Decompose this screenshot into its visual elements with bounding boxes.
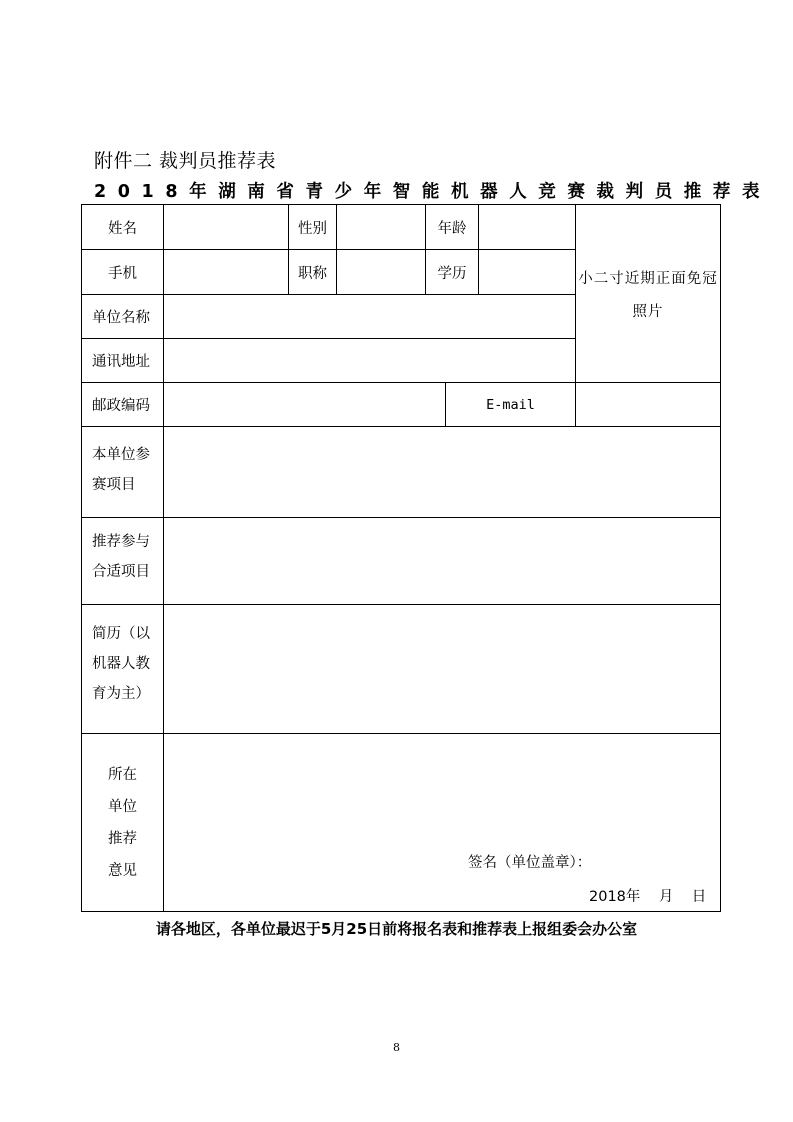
resume-field[interactable] (164, 605, 720, 733)
gender-label: 性别 (298, 220, 327, 237)
age-label: 年龄 (437, 220, 467, 237)
postcode-label: 邮政编码 (92, 398, 150, 414)
unit-events-field[interactable] (164, 427, 720, 517)
job-title-label: 职称 (298, 265, 327, 282)
form-title: 2018年湖南省青少年智能机器人竞赛裁判员推荐表 (94, 182, 772, 202)
education-field[interactable] (479, 250, 575, 294)
submission-note: 请各地区，各单位最迟于5月25日前将报名表和推荐表上报组委会办公室 (155, 920, 638, 938)
unit-name-field[interactable] (164, 295, 575, 338)
signature-label: 签名（单位盖章）： (468, 855, 592, 871)
age-field[interactable] (479, 205, 575, 249)
photo-placeholder: 小二寸近期正面免冠照片 (578, 271, 718, 320)
name-field[interactable] (164, 205, 288, 249)
page-number: 8 (393, 1041, 400, 1054)
phone-field[interactable] (164, 250, 288, 294)
email-label: E-mail (486, 396, 535, 413)
postcode-field[interactable] (164, 383, 445, 426)
attachment-heading: 附件二 裁判员推荐表 (94, 150, 277, 172)
phone-label: 手机 (108, 265, 137, 282)
recommendation-form-table (81, 204, 721, 912)
recommended-events-field[interactable] (164, 518, 720, 604)
unit-opinion-label: 所在 单位 推荐 意见 (108, 767, 137, 879)
name-label: 姓名 (108, 220, 137, 237)
recommended-events-label: 推荐参与 合适项目 (92, 534, 150, 580)
unit-name-label: 单位名称 (92, 310, 150, 326)
gender-field[interactable] (337, 205, 425, 249)
date-line: 2018年 月 日 (589, 889, 707, 905)
address-field[interactable] (164, 339, 575, 382)
email-field[interactable] (576, 383, 720, 426)
resume-label: 简历（以 机器人教 育为主） (92, 626, 150, 702)
address-label: 通讯地址 (92, 354, 150, 370)
education-label: 学历 (437, 265, 467, 282)
unit-events-label: 本单位参 赛项目 (92, 447, 150, 493)
job-title-field[interactable] (337, 250, 425, 294)
